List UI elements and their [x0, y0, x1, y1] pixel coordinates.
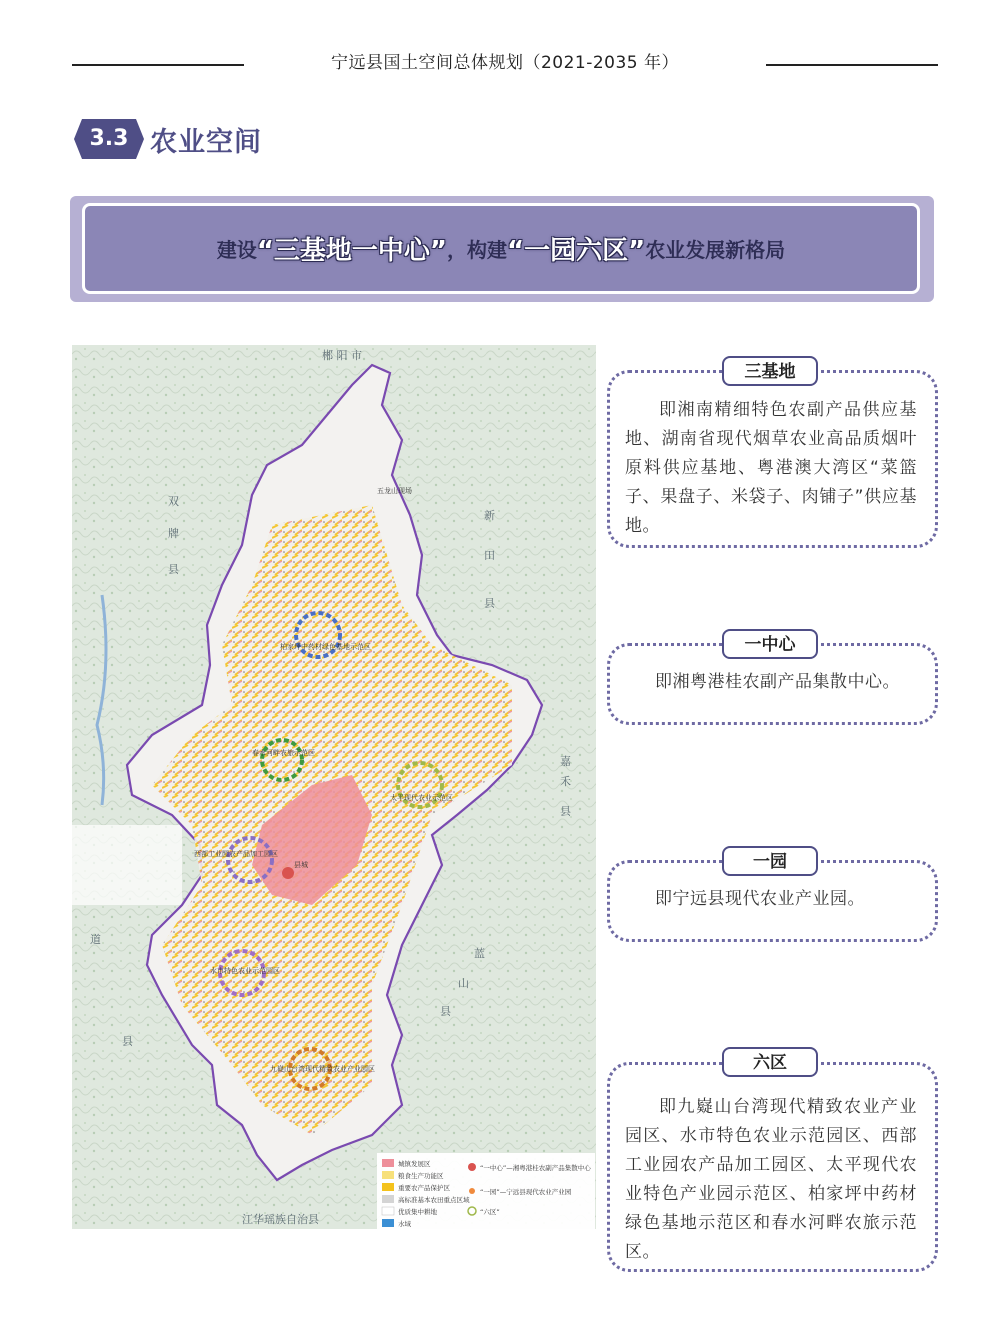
svg-text:“六区”: “六区”	[480, 1208, 500, 1216]
label-east-1: 新	[484, 509, 495, 522]
banner-part-2: ，构建	[447, 238, 507, 262]
label-center: 县城	[294, 861, 308, 869]
info-box-yizhongxin-text: 即湘粤港桂农副产品集散中心。	[655, 672, 900, 692]
svg-text:重要农产品保护区: 重要农产品保护区	[398, 1184, 450, 1192]
svg-text:“一中心”—湘粤港桂农副产品集散中心: “一中心”—湘粤港桂农副产品集散中心	[480, 1164, 591, 1172]
label-west-2: 牌	[168, 527, 179, 540]
label-westsouth-2: 县	[122, 1035, 133, 1048]
info-box-sanjidi-label: 三基地	[722, 356, 818, 386]
label-shuishi: 水市特色农业示范园区	[210, 967, 280, 975]
info-box-sanjidi-text: 即湘南精细特色农副产品供应基地、湖南省现代烟草农业高品质烟叶原料供应基地、粤港澳大湾区“菜篮子、果盘子、米袋子、肉铺子”供应基地。	[625, 400, 917, 536]
header-rule-right	[766, 64, 938, 66]
banner-part-1: 建设	[216, 238, 257, 262]
city-center-marker	[282, 867, 294, 879]
banner-part-3: 农业发展新格局	[645, 238, 786, 262]
label-south: 江华瑶族自治县	[242, 1213, 319, 1226]
svg-text:优质集中耕地: 优质集中耕地	[398, 1208, 437, 1216]
info-box-yiyuan-text: 即宁远县现代农业产业园。	[655, 889, 865, 909]
label-baijiaping: 柏家坪中药材绿色基地示范区	[280, 643, 371, 651]
label-chunshui: 春水河畔农旅示范区	[252, 749, 315, 757]
map-legend	[377, 1153, 595, 1229]
label-westsouth-1: 道	[90, 933, 101, 946]
label-eastfar-1: 嘉	[560, 755, 571, 768]
label-southeast-1: 蓝	[474, 947, 485, 960]
svg-text:粮食生产功能区: 粮食生产功能区	[398, 1172, 444, 1180]
info-box-liuqu-text: 即九嶷山台湾现代精致农业产业园区、水市特色农业示范园区、西部工业园农产品加工园区、太平现代农业特色产业园示范区、柏家坪中药材绿色基地示范区和春水河畔农旅示范区。	[625, 1097, 917, 1262]
label-east-2: 田	[484, 549, 495, 562]
label-wufengshan: 五龙山现场	[377, 487, 412, 495]
svg-text:高标准基本农田重点区域: 高标准基本农田重点区域	[398, 1196, 470, 1204]
label-southeast-3: 县	[440, 1005, 451, 1018]
label-xibu: 西部工业园农产品加工园区	[194, 850, 278, 858]
info-box-liuqu-label: 六区	[722, 1047, 818, 1077]
label-north: 郴 阳 市	[322, 349, 362, 362]
section-title: 农业空间	[150, 127, 262, 158]
label-southeast-2: 山	[458, 977, 469, 990]
svg-text:“一园”—宁远县现代农业产业园: “一园”—宁远县现代农业产业园	[480, 1188, 572, 1196]
label-eastfar-2: 禾	[560, 775, 571, 788]
banner-highlight-1: “三基地一中心”	[256, 236, 447, 266]
info-box-yizhongxin-label: 一中心	[722, 629, 818, 659]
label-eastfar-3: 县	[560, 805, 571, 818]
banner-slogan	[82, 203, 920, 294]
label-west-3: 县	[168, 563, 179, 576]
header-rule-left	[72, 64, 244, 66]
info-box-yiyuan-label: 一园	[722, 846, 818, 876]
label-west-1: 双	[168, 495, 179, 508]
document-title: 宁远县国土空间总体规划（2021-2035 年）	[330, 53, 680, 73]
section-number: 3.3	[89, 126, 129, 151]
label-east-3: 县	[484, 597, 495, 610]
agricultural-space-map	[72, 345, 596, 1229]
label-taiping: 太平现代农业示范区	[390, 794, 453, 802]
svg-text:城镇发展区: 城镇发展区	[398, 1160, 431, 1168]
svg-text:水域: 水域	[398, 1220, 411, 1228]
label-jiuyishan: 九嶷山台湾现代精致农业产业园区	[270, 1065, 375, 1073]
banner-highlight-2: “一园六区”	[507, 236, 646, 266]
